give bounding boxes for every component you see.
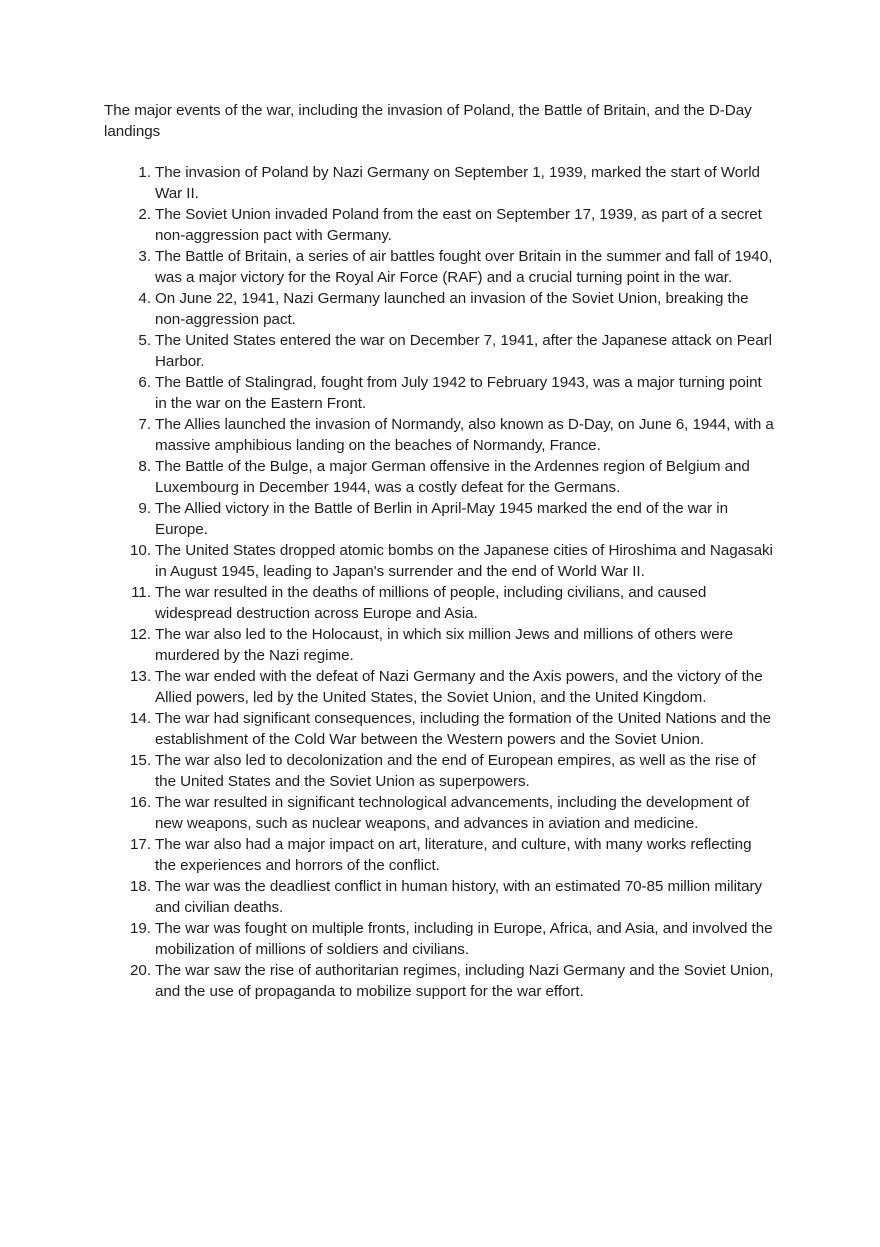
event-number: 14 . — [104, 708, 151, 729]
document-intro: The major events of the war, including the invasion of Poland, the Battle of Britain, and the D-Day landings — [104, 102, 752, 140]
event-number: 20 . — [104, 960, 151, 981]
event-number: 8 . — [104, 456, 151, 477]
event-number: 12 . — [104, 624, 151, 645]
event-text: The Battle of Stalingrad, fought from July 1942 to February 1943, was a major turning point in the war on the Eastern Front. — [155, 374, 762, 412]
event-number: 17 . — [104, 834, 151, 855]
event-number: 3 . — [104, 246, 151, 267]
event-text: The Battle of the Bulge, a major German offensive in the Ardennes region of Belgium and Luxembourg in December 1944, was a costly defeat for the Germans. — [155, 458, 750, 496]
event-item — [104, 750, 776, 792]
event-item — [104, 708, 776, 750]
event-text: The war was fought on multiple fronts, including in Europe, Africa, and Asia, and involved the mobilization of millions of soldiers and civilians. — [155, 920, 773, 958]
event-item — [104, 414, 776, 456]
event-number: 1 . — [104, 162, 151, 183]
event-text: The Battle of Britain, a series of air battles fought over Britain in the summer and fall of 1940, was a major victory for the Royal Air Force (RAF) and a crucial turning point in the war. — [155, 248, 773, 286]
event-item — [104, 792, 776, 834]
event-text: The United States entered the war on December 7, 1941, after the Japanese attack on Pearl Harbor. — [155, 332, 772, 370]
event-item — [104, 540, 776, 582]
event-item — [104, 498, 776, 540]
event-text: The war also led to the Holocaust, in which six million Jews and millions of others were murdered by the Nazi regime. — [155, 626, 734, 664]
event-number: 6 . — [104, 372, 151, 393]
event-text: The invasion of Poland by Nazi Germany on September 1, 1939, marked the start of World War II. — [155, 164, 760, 202]
document-body — [104, 100, 776, 1002]
event-item — [104, 834, 776, 876]
event-item — [104, 288, 776, 330]
event-text: The Allies launched the invasion of Normandy, also known as D-Day, on June 6, 1944, with a massive amphibious landing on the beaches of Normandy, France. — [155, 416, 774, 454]
event-text: The war ended with the defeat of Nazi Germany and the Axis powers, and the victory of the Allied powers, led by the United States, the Soviet Union, and the United Kingdom. — [155, 668, 763, 706]
event-number: 19 . — [104, 918, 151, 939]
event-item — [104, 876, 776, 918]
event-item — [104, 666, 776, 708]
event-item — [104, 246, 776, 288]
event-number: 15 . — [104, 750, 151, 771]
event-text: The war had significant consequences, including the formation of the United Nations and the establishment of the Cold War between the Western powers and the Soviet Union. — [155, 710, 771, 748]
event-text: The United States dropped atomic bombs on the Japanese cities of Hiroshima and Nagasaki in August 1945, leading to Japan's surrender and the end of World War II. — [155, 542, 773, 580]
event-number: 7 . — [104, 414, 151, 435]
event-item — [104, 582, 776, 624]
event-item — [104, 624, 776, 666]
event-number: 16 . — [104, 792, 151, 813]
event-number: 13 . — [104, 666, 151, 687]
event-number: 18 . — [104, 876, 151, 897]
event-number: 11 . — [104, 582, 151, 603]
event-text: On June 22, 1941, Nazi Germany launched an invasion of the Soviet Union, breaking the non-aggression pact. — [155, 290, 749, 328]
event-text: The Soviet Union invaded Poland from the east on September 17, 1939, as part of a secret non-aggression pact with Germany. — [155, 206, 762, 244]
event-text: The Allied victory in the Battle of Berlin in April-May 1945 marked the end of the war in Europe. — [155, 500, 728, 538]
event-item — [104, 204, 776, 246]
event-number: 9 . — [104, 498, 151, 519]
event-number: 5 . — [104, 330, 151, 351]
event-item — [104, 372, 776, 414]
events-list — [104, 162, 776, 1002]
event-item — [104, 330, 776, 372]
event-text: The war saw the rise of authoritarian regimes, including Nazi Germany and the Soviet Union, and the use of propaganda to mobilize support for the war effort. — [155, 962, 774, 1000]
event-text: The war resulted in significant technological advancements, including the development of new weapons, such as nuclear weapons, and advances in aviation and medicine. — [155, 794, 750, 832]
event-item — [104, 960, 776, 1002]
event-number: 2 . — [104, 204, 151, 225]
event-text: The war also had a major impact on art, literature, and culture, with many works reflecting the experiences and horrors of the conflict. — [155, 836, 752, 874]
event-number: 10 . — [104, 540, 151, 561]
event-number: 4 . — [104, 288, 151, 309]
event-item — [104, 918, 776, 960]
event-text: The war was the deadliest conflict in human history, with an estimated 70-85 million military and civilian deaths. — [155, 878, 763, 916]
event-item — [104, 162, 776, 204]
event-item — [104, 456, 776, 498]
event-text: The war also led to decolonization and the end of European empires, as well as the rise of the United States and the Soviet Union as superpowers. — [155, 752, 756, 790]
event-text: The war resulted in the deaths of millions of people, including civilians, and caused widespread destruction across Europe and Asia. — [155, 584, 707, 622]
